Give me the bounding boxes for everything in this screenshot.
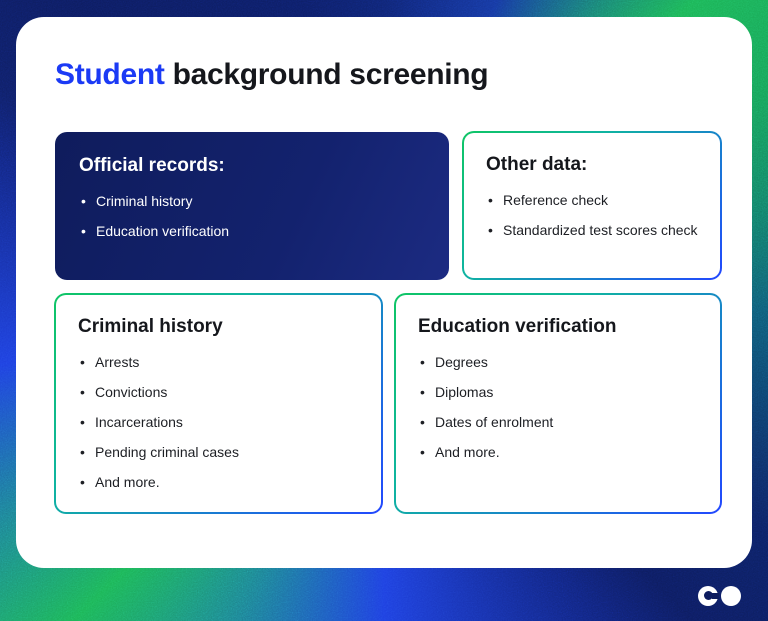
- list-item: • Incarcerations: [78, 413, 359, 431]
- brand-logo: [698, 585, 741, 606]
- logo-c-icon: [698, 586, 718, 606]
- list-item: • And more.: [418, 443, 698, 461]
- list-item: • Dates of enrolment: [418, 413, 698, 431]
- card-other-data-list: [486, 191, 698, 239]
- logo-o-icon: [721, 586, 741, 606]
- list-item: • Reference check: [486, 191, 698, 209]
- card-official-records: [55, 132, 449, 280]
- list-item: • Education verification: [79, 222, 425, 240]
- card-criminal-history-title: Criminal history: [78, 316, 223, 337]
- list-item: • And more.: [78, 473, 359, 491]
- card-other-data-title: Other data:: [486, 154, 588, 175]
- card-other-data-inner: [464, 133, 720, 278]
- list-item: • Standardized test scores check: [486, 221, 698, 239]
- card-criminal-history: [54, 293, 383, 514]
- card-education-verification: [394, 293, 722, 514]
- list-item: • Criminal history: [79, 192, 425, 210]
- content-panel: [16, 17, 752, 568]
- card-criminal-history-list: [78, 353, 359, 491]
- card-other-data: [462, 131, 722, 280]
- card-criminal-history-inner: [56, 295, 381, 512]
- page-title: [55, 58, 488, 92]
- card-education-verification-list: [418, 353, 698, 461]
- card-official-records-list: [79, 192, 425, 240]
- card-education-verification-inner: [396, 295, 720, 512]
- list-item: • Pending criminal cases: [78, 443, 359, 461]
- list-item: • Degrees: [418, 353, 698, 371]
- page-title-highlight: Student: [55, 58, 165, 91]
- list-item: • Convictions: [78, 383, 359, 401]
- page-title-rest: background screening: [164, 58, 489, 91]
- card-official-records-title: Official records:: [79, 155, 225, 176]
- card-education-verification-title: Education verification: [418, 316, 617, 337]
- list-item: • Diplomas: [418, 383, 698, 401]
- list-item: • Arrests: [78, 353, 359, 371]
